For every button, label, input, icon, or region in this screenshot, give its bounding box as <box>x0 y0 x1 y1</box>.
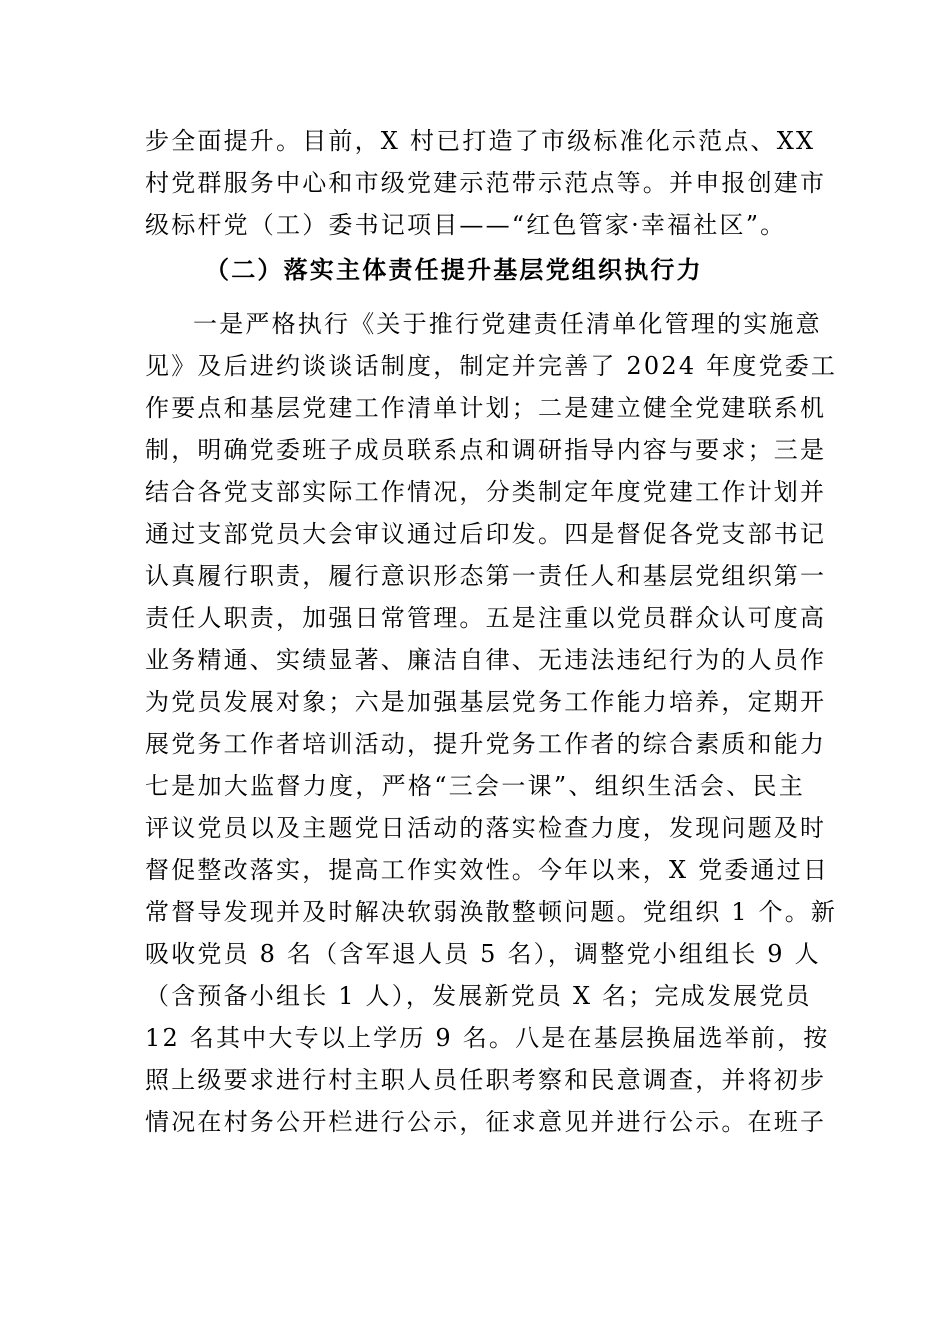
body-line: 一是严格执行《关于推行党建责任清单化管理的实施意 <box>193 310 822 338</box>
body-line: 七是加大监督力度，严格“三会一课”、组织生活会、民主 <box>145 772 805 800</box>
body-line: 情况在村务公开栏进行公示，征求意见并进行公示。在班子 <box>145 1108 827 1136</box>
section-heading: （二）落实主体责任提升基层党组织执行力 <box>205 255 703 284</box>
intro-line: 级标杆党（工）委书记项目——“红色管家·幸福社区”。 <box>145 211 787 239</box>
body-line: 责任人职责，加强日常管理。五是注重以党员群众认可度高 <box>145 604 827 632</box>
intro-line: 村党群服务中心和市级党建示范带示范点等。并申报创建市 <box>145 169 827 197</box>
body-line: 吸收党员 8 名（含军退人员 5 名），调整党小组组长 9 人 <box>145 940 821 968</box>
intro-paragraph <box>145 120 827 246</box>
body-line: 通过支部党员大会审议通过后印发。四是督促各党支部书记 <box>145 520 827 548</box>
body-paragraph <box>145 303 838 1143</box>
body-line: （含预备小组长 1 人），发展新党员 X 名；完成发展党员 <box>145 982 812 1010</box>
body-line: 评议党员以及主题党日活动的落实检查力度，发现问题及时 <box>145 814 827 842</box>
body-line: 作要点和基层党建工作清单计划；二是建立健全党建联系机 <box>145 394 827 422</box>
body-line: 照上级要求进行村主职人员任职考察和民意调查，并将初步 <box>145 1066 827 1094</box>
body-line: 业务精通、实绩显著、廉洁自律、无违法违纪行为的人员作 <box>145 646 827 674</box>
body-line: 制，明确党委班子成员联系点和调研指导内容与要求；三是 <box>145 436 827 464</box>
body-line: 展党务工作者培训活动，提升党务工作者的综合素质和能力 <box>145 730 827 758</box>
section-heading-block <box>145 249 805 291</box>
body-line: 见》及后进约谈谈话制度，制定并完善了 2024 年度党委工 <box>145 352 838 380</box>
body-line: 为党员发展对象；六是加强基层党务工作能力培养，定期开 <box>145 688 827 716</box>
body-line: 结合各党支部实际工作情况，分类制定年度党建工作计划并 <box>145 478 827 506</box>
body-line: 认真履行职责，履行意识形态第一责任人和基层党组织第一 <box>145 562 827 590</box>
body-line: 督促整改落实，提高工作实效性。今年以来，X 党委通过日 <box>145 856 830 884</box>
body-line: 常督导发现并及时解决软弱涣散整顿问题。党组织 1 个。新 <box>145 898 838 926</box>
intro-line: 步全面提升。目前，X 村已打造了市级标准化示范点、XX <box>145 127 816 155</box>
body-line: 12 名其中大专以上学历 9 名。八是在基层换届选举前，按 <box>145 1024 830 1052</box>
